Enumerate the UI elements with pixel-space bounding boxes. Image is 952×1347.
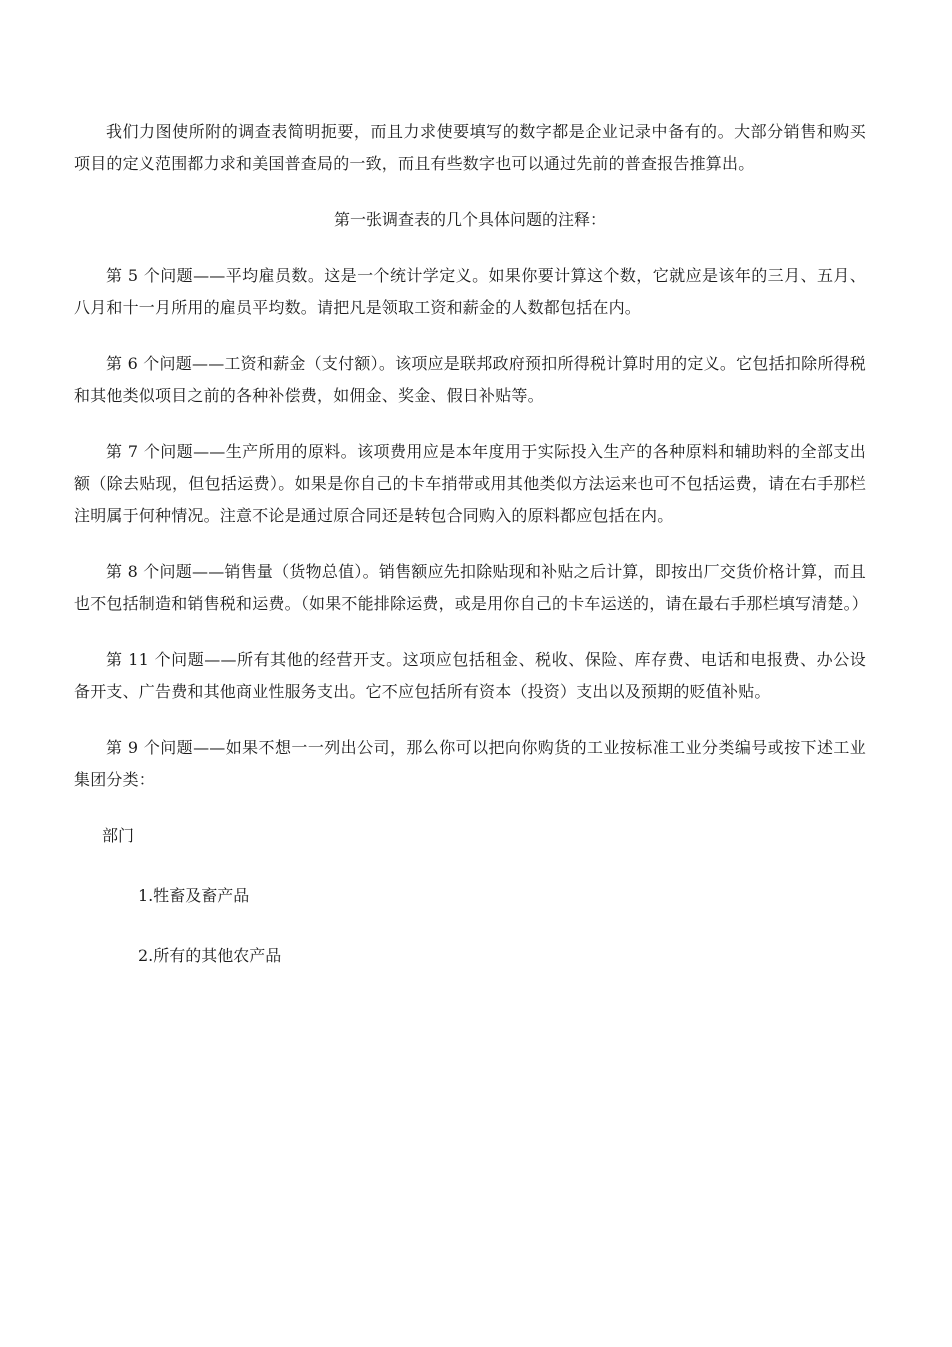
note-question-6: 第 6 个问题——工资和薪金（支付额）。该项应是联邦政府预扣所得税计算时用的定义。它包括扣除所得税和其他类似项目之前的各种补偿费，如佣金、奖金、假日补贴等。 xyxy=(74,354,866,405)
note-question-8: 第 8 个问题——销售量（货物总值）。销售额应先扣除贴现和补贴之后计算，即按出厂交货价格计算，而且也不包括制造和销售税和运费。（如果不能排除运费，或是用你自己的卡车运送的，请在最右手那栏填写清楚。） xyxy=(74,562,869,613)
sector-list xyxy=(74,880,866,972)
sector-label: 部门 xyxy=(102,826,135,845)
intro-paragraph: 我们力图使所附的调查表简明扼要，而且力求使要填写的数字都是企业记录中备有的。大部分销售和购买项目的定义范围都力求和美国普查局的一致，而且有些数字也可以通过先前的普查报告推算出。 xyxy=(74,122,866,173)
note-question-9: 第 9 个问题——如果不想一一列出公司，那么你可以把向你购货的工业按标准工业分类编号或按下述工业集团分类： xyxy=(74,738,866,789)
list-item: 2.所有的其他农产品 xyxy=(138,946,282,965)
document-page xyxy=(74,116,869,1000)
note-question-11: 第 11 个问题——所有其他的经营开支。这项应包括租金、税收、保险、库存费、电话和电报费、办公设备开支、广告费和其他商业性服务支出。它不应包括所有资本（投资）支出以及预期的贬值补贴。 xyxy=(74,650,866,701)
note-question-5: 第 5 个问题——平均雇员数。这是一个统计学定义。如果你要计算这个数，它就应是该年的三月、五月、八月和十一月所用的雇员平均数。请把凡是领取工资和薪金的人数都包括在内。 xyxy=(74,266,866,317)
section-heading: 第一张调查表的几个具体问题的注释： xyxy=(333,210,606,229)
note-question-7: 第 7 个问题——生产所用的原料。该项费用应是本年度用于实际投入生产的各种原料和辅助料的全部支出额（除去贴现，但包括运费）。如果是你自己的卡车捎带或用其他类似方法运来也可不包括运费，请在右手那栏注明属于何种情况。注意不论是通过原合同还是转包合同购入的原料都应包括在内。 xyxy=(74,442,866,525)
list-item: 1.牲畜及畜产品 xyxy=(138,886,250,905)
